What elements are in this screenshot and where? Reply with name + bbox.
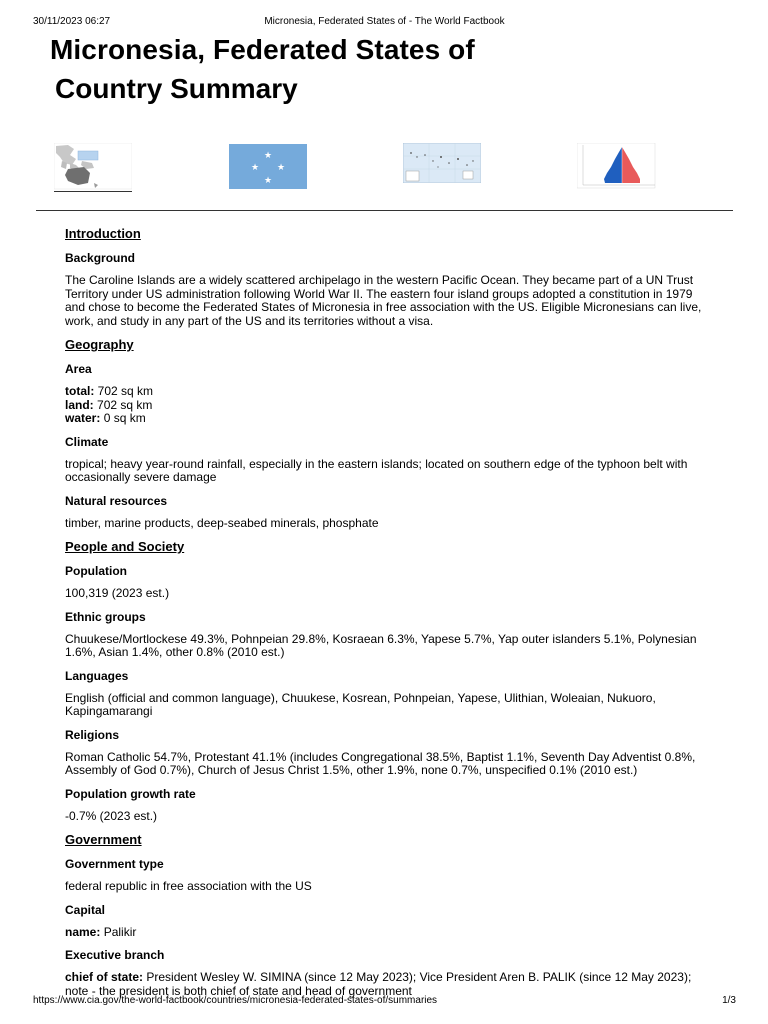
area-land-value: 702 sq km <box>97 397 153 412</box>
flag-star-top: ★ <box>263 151 273 161</box>
flag-star-left: ★ <box>250 163 260 173</box>
locator-map-thumbnail[interactable] <box>54 143 132 192</box>
field-heading-ethnic-groups: Ethnic groups <box>65 609 146 624</box>
page-subtitle: Country Summary <box>55 73 298 104</box>
area-values <box>65 385 715 426</box>
field-heading-background: Background <box>65 251 136 265</box>
flag-star-bottom: ★ <box>263 176 273 186</box>
field-heading-natural-resources: Natural resources <box>65 493 168 508</box>
flag-thumbnail[interactable] <box>229 144 307 189</box>
field-heading-government-type: Government type <box>65 857 164 871</box>
field-heading-population: Population <box>65 564 127 578</box>
capital-name-label: name: <box>65 924 101 939</box>
page-title: Micronesia, Federated States of <box>50 34 475 65</box>
page-number: 1/3 <box>722 995 736 1006</box>
ethnic-groups-text: Chuukese/Mortlockese 49.3%, Pohnpeian 29.8%, Kosraean 6.3%, Yapese 5.7%, Yap outer islanders 5.1%, Polynesian 1.6%, Asian 1.4%, other 0.8% (2010 est.) <box>65 631 697 659</box>
population-text: 100,319 (2023 est.) <box>65 586 170 600</box>
chief-of-state-values <box>65 971 715 998</box>
section-heading-introduction[interactable]: Introduction <box>65 226 141 241</box>
flag-star-right: ★ <box>276 163 286 173</box>
field-heading-languages: Languages <box>65 668 129 683</box>
summary-content <box>65 226 715 1007</box>
field-heading-population-growth-rate: Population growth rate <box>65 786 196 801</box>
population-growth-rate-text: -0.7% (2023 est.) <box>65 808 158 823</box>
area-water-label: water: <box>65 411 101 425</box>
government-type-text: federal republic in free association with the US <box>65 879 312 893</box>
natural-resources-text: timber, marine products, deep-seabed minerals, phosphate <box>65 515 379 530</box>
print-header <box>33 16 736 30</box>
area-total-value: 702 sq km <box>97 384 154 398</box>
chief-of-state-text: President Wesley W. SIMINA (since 12 May 2023); Vice President Aren B. PALIK (since 12 May 2023); note - the president is both chief of state and head of government <box>65 970 692 998</box>
population-pyramid-thumbnail[interactable] <box>577 143 657 189</box>
background-text: The Caroline Islands are a widely scattered archipelago in the western Pacific Ocean. They became part of a UN Trust Territory under US administration following World War II. The eastern four island groups adopted a constitution in 1979 and chose to become the Federated States of Micronesia in free association with the US. Eligible Micronesians can live, work, and study in any part of the US and its territories without a visa. <box>65 273 702 328</box>
section-heading-geography[interactable]: Geography <box>65 337 134 352</box>
header-divider <box>36 210 733 211</box>
area-total-label: total: <box>65 384 95 398</box>
print-page-title: Micronesia, Federated States of - The World Factbook <box>264 16 505 27</box>
section-heading-government[interactable]: Government <box>65 832 142 847</box>
capital-values <box>65 926 715 940</box>
religions-text: Roman Catholic 54.7%, Protestant 41.1% (includes Congregational 38.5%, Baptist 1.1%, Seventh Day Adventist 0.8%, Assembly of God 0.7%), Church of Jesus Christ 1.5%, other 1.9%, none 0.7%, unspecified 0.1% (2010 est.) <box>65 749 696 777</box>
field-heading-executive-branch: Executive branch <box>65 948 165 962</box>
field-heading-climate: Climate <box>65 434 109 449</box>
climate-text: tropical; heavy year-round rainfall, especially in the eastern islands; located on southern edge of the typhoon belt with occasionally severe damage <box>65 456 688 484</box>
country-map-thumbnail[interactable] <box>403 143 481 183</box>
chief-of-state-label: chief of state: <box>65 970 144 984</box>
area-water-value: 0 sq km <box>103 411 146 425</box>
field-heading-religions: Religions <box>65 727 120 742</box>
section-heading-people-and-society[interactable]: People and Society <box>65 539 185 554</box>
field-heading-capital: Capital <box>65 902 106 917</box>
print-footer <box>33 995 736 1009</box>
languages-text: English (official and common language), Chuukese, Kosrean, Pohnpeian, Yapese, Ulithian, Woleaian, Nukuoro, Kapingamarangi <box>65 690 656 718</box>
field-heading-area: Area <box>65 362 92 376</box>
capital-name-value: Palikir <box>103 924 137 939</box>
print-datetime: 30/11/2023 06:27 <box>33 16 111 27</box>
print-url[interactable]: https://www.cia.gov/the-world-factbook/countries/micronesia-federated-states-of/summaries <box>33 995 438 1006</box>
area-land-label: land: <box>65 397 94 412</box>
